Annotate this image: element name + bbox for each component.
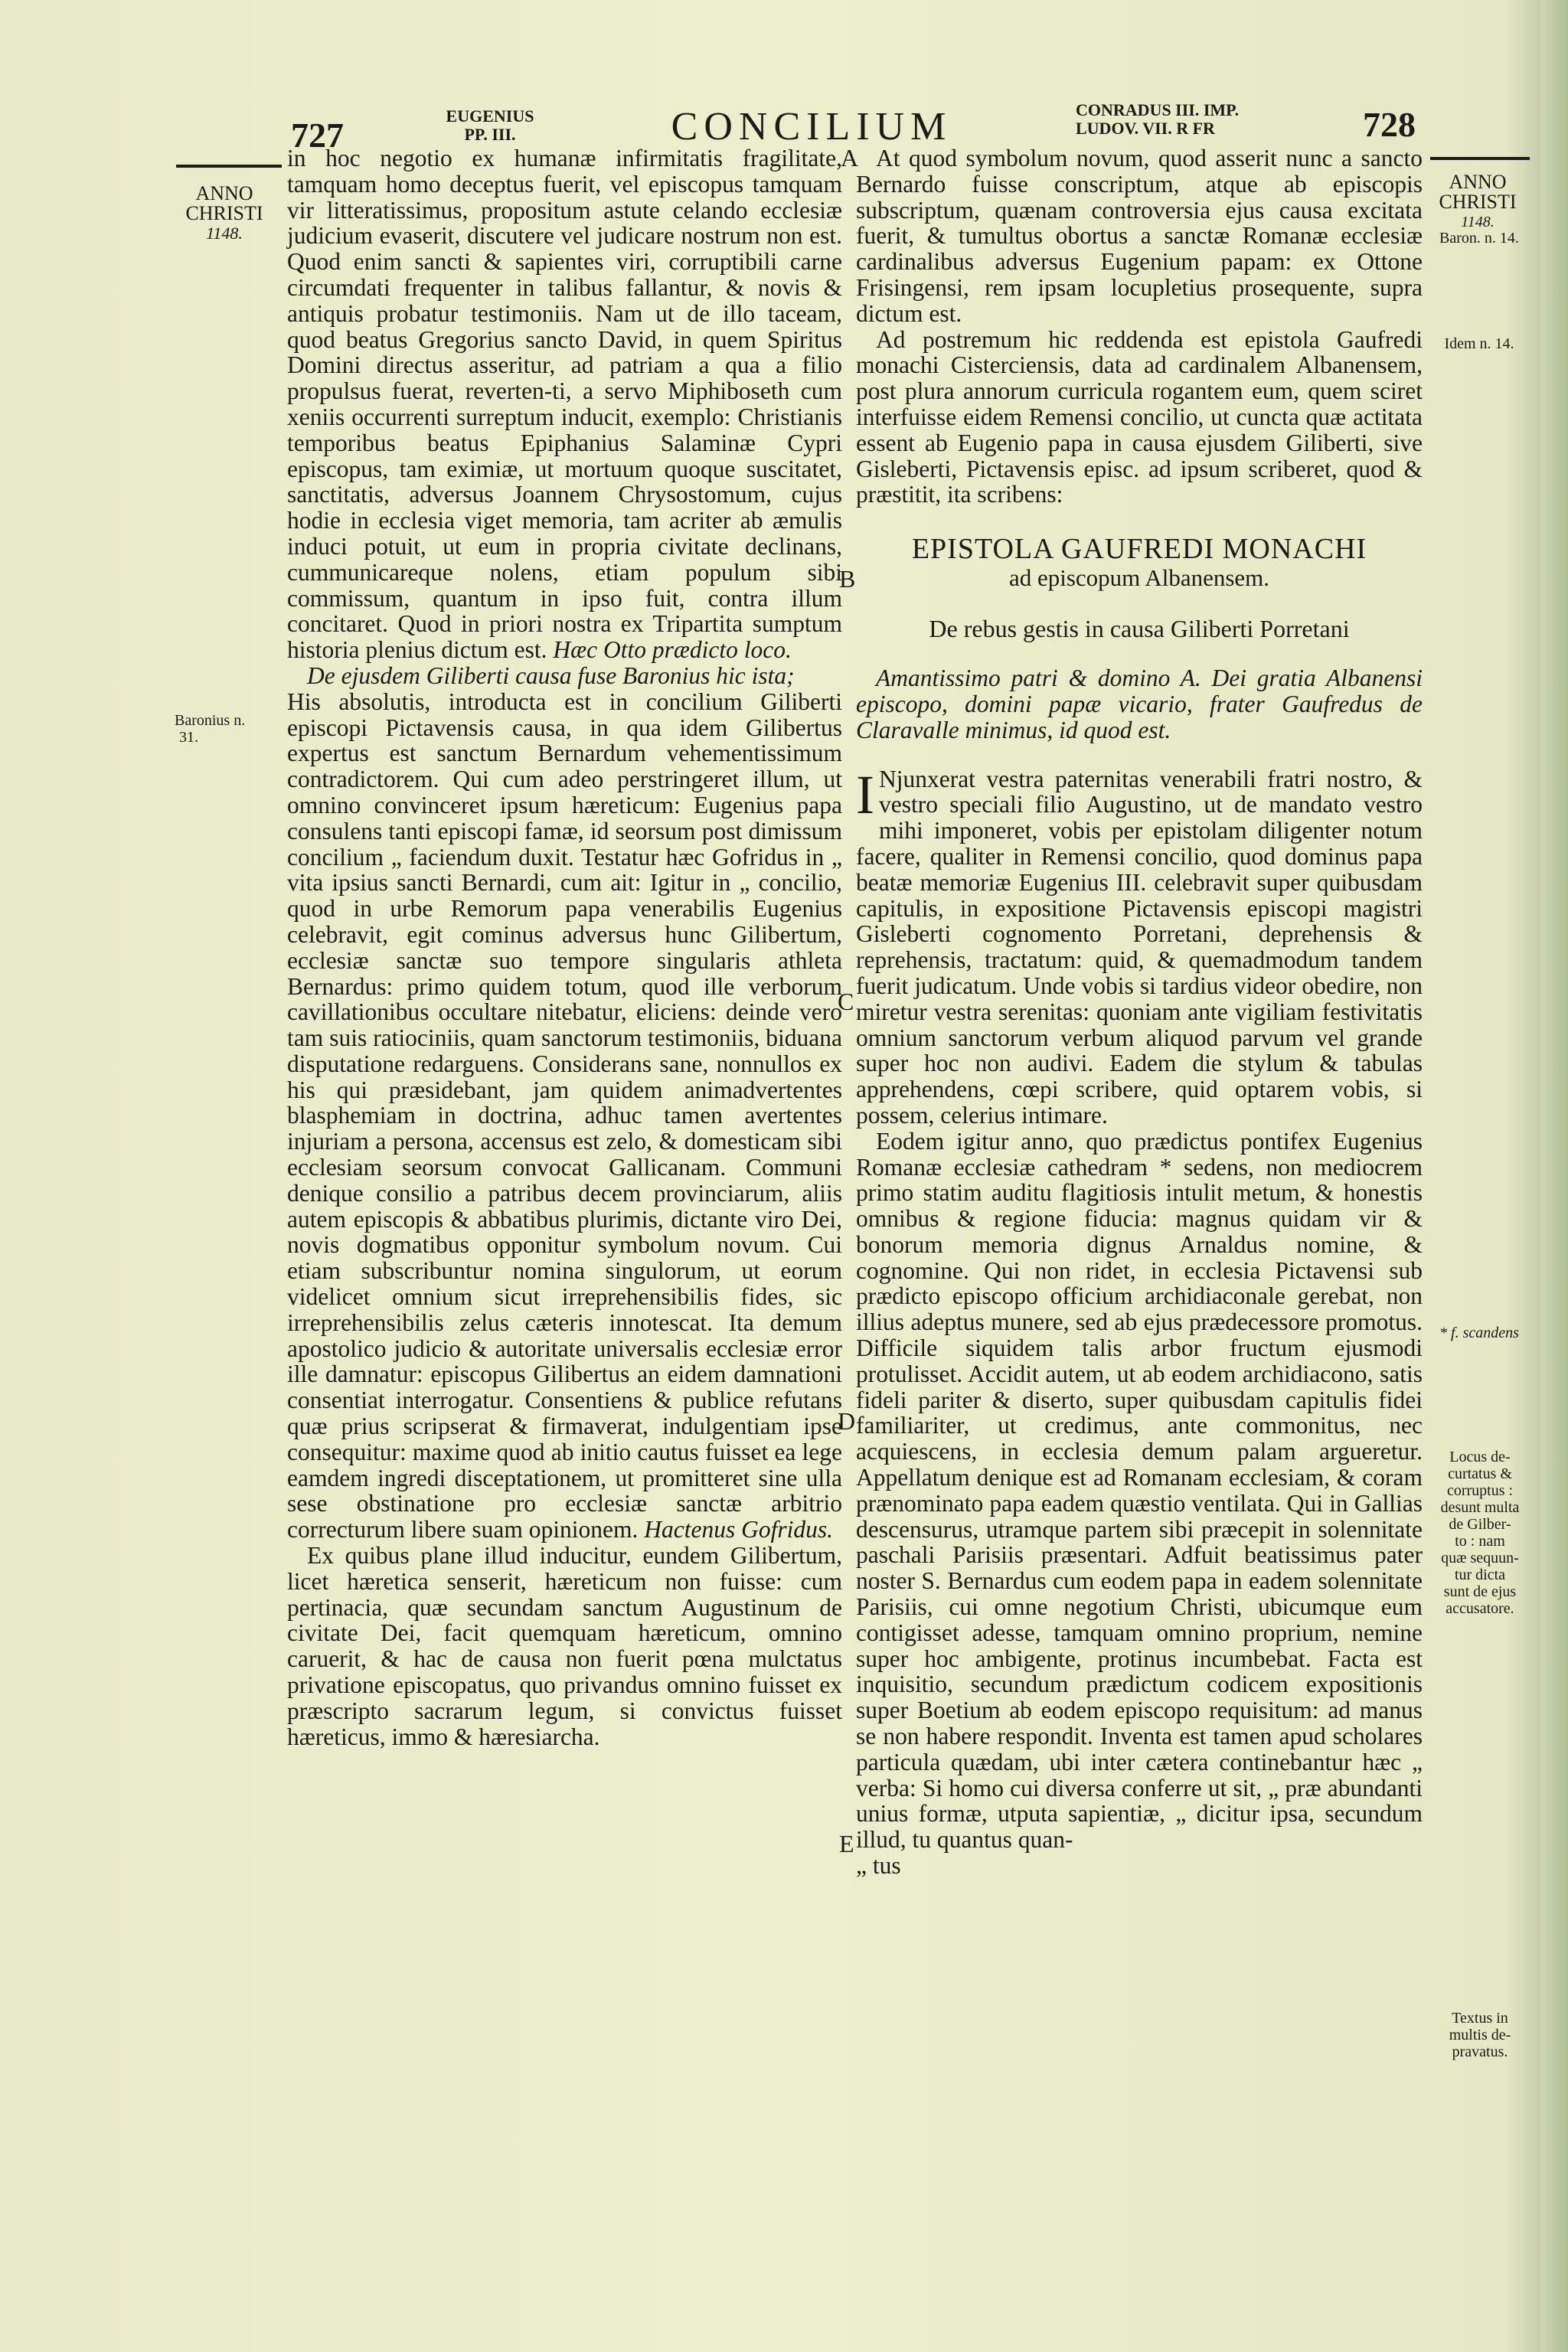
idem-ref-right: Idem n. 14. — [1444, 335, 1514, 352]
right-column — [856, 106, 1423, 1879]
paragraph: Ad postremum hic reddenda est epistola Gaufredi monachi Cisterciensis, data ad cardinalem Albanensem, post plura annorum curricula rogantem eum, quem sciret interfuisse eidem Remensi concilio, ut cuncta quæ actitata essent ab Eugenio papa in causa ejusdem Giliberti, sive Gisleberti, Pictavensis episc. ad ipsum scriberet, quod & præstitit, ita scribens: — [856, 325, 1423, 508]
king-line-2: LUDOV. VII. R FR — [1076, 119, 1215, 138]
anno-year: 1148. — [206, 224, 243, 243]
paragraph: At quod symbolum novum, quod asserit nunc a sancto Bernardo fuisse conscriptum, atque ab episcopis subscriptum, quænam controversia ejus causa excitata fuerit, & tumultus obortus a sanctæ Romanæ ecclesiæ cardinalibus adversus Eugenium papam: ex Ottone Frisingensi, rem ipsam locupletius prosequente, supra dictum est. — [856, 145, 1423, 327]
scandens-note: * f. scandens — [1439, 1325, 1519, 1341]
king-line-1: CONRADUS III. IMP. — [1076, 100, 1240, 119]
ref-line-2: 31. — [179, 729, 198, 746]
epistle-heading: EPISTOLA GAUFREDI MONACHI — [911, 533, 1367, 566]
page-number-left: 727 — [291, 116, 344, 155]
paragraph-text: in hoc negotio ex humanæ infirmitatis fragilitate, tamquam homo deceptus fuerit, vel episcopus tamquam vir litteratissimus, propositum astute celando ecclesiæ judicium evaserit, discutere vel judicare nostrum non est. Quod enim sancti & sapientes viri, corruptibili carne circumdati frequenter in talibus fallantur, & novis & antiquis probatur testimoniis. Nam ut de illo taceam, quod beatus Gregorius sancto David, in quem Spiritus Domini directus asseritur, ad patriam a qua a filio propulsus fuerat, reverten-ti, a servo Miphiboseth cum xeniis occurrenti surreptum inducit, exemplo: Christianis temporibus beatus Epiphanius Salaminæ Cypri episcopus, tam eximiæ, ut mortuum quoque suscitatet, sanctitatis, adversus Joannem Chrysostomum, cujus hodie in ecclesia viget memoria, tam acriter ab æmulis induci potuit, ut eum in propria civitate declinans, cummunicareque nolens, etiam populum sibi commissum, quantum in ipso fuit, contra illum concitaret. Quod in priori nostra ex Tripartita sumptum historia plenius dictum est. — [287, 145, 842, 664]
paragraph-text: His absolutis, introducta est in concilium Giliberti episcopi Pictavensis causa, in qua idem Gilibertus expertus est sanctum Bernardum vehementissimum contradictorem. Qui cum adeo perstringeret illum, ut omnino convinceret ipsum hæreticum: Eugenius papa consulens tanti episcopi famæ, id seorsum post dimissum concilium „ faciendum duxit. Testatur hæc Gofridus in „ vita ipsius sancti Bernardi, cum ait: Igitur in „ concilio, quod in urbe Remorum papa venerabilis Eugenius celebravit, egit cominus adversus hunc Gilibertum, ecclesiæ sanctæ suo tempore singularis athleta Bernardus: primo quidem totum, quod ille verborum cavillationibus occultare nitebatur, eliciens: deinde vero tam suis ratiociniis, quam sanctorum testimoniis, biduana disputatione redarguens. Considerans sane, nonnullos ex his qui præsidebant, jam quidem animadvertentes blasphemiam in doctrina, adhuc tamen avertentes injuriam a persona, accensus est zelo, & domesticam sibi ecclesiam seorsum convocat Gallicanam. Communi denique consilio a patribus decem provinciarum, aliis autem episcopis & abbatibus plurimis, dictante viro Dei, novis dogmatibus opponitur symbolum novum. Cui etiam subscribuntur nomina singulorum, ut eorum videlicet omnium sicut irreprehensibilis fides, sic irreprehensibilis zelus cæteris innotescat. Ita demum apostolico judicio & autoritate universalis ecclesiæ error ille damnatur: episcopus Gilibertus an eidem damnationi consentiat interrogatur. Consentiens & publice refutans quæ prius scripserat & firmaverat, indulgentiam ipse consequitur: maxime quod ab initio cautus fuisset ea lege eamdem ingredi disceptationem, ut promitteret sine ulla sese obstinatione pro ecclesiæ sanctæ arbitrio correcturum libere suam opinionem. — [287, 688, 842, 1544]
paragraph-text: Njunxerat vestra paternitas venerabili fratri nostro, & vestro speciali filio Augustino, ut de mandato vestro mihi imponeret, vobis per epistolam diligenter notum facere, qualiter in Remensi concilio, quod dominus papa beatæ memoriæ Eugenius III. celebravit super quibusdam capitulis, in expositione Pictavensis episcopi magistri Gisleberti cognomento Porretani, deprehensis & reprehensis, tractatum: quid, & quemadmodum tandem fuerit judicatum. Unde vobis si tardius videor obedire, non miretur vestra serenitas: quoniam ante vigiliam festivitatis omnium sanctorum verbum aliquod parvum vel grande super hoc non audivi. Eadem die stylum & tabulas apprehendens, cœpi scribere, quid optarem vobis, si possem, celerius intimare. — [856, 765, 1423, 1129]
paragraph — [287, 145, 842, 663]
anno-label: ANNO — [1449, 171, 1507, 193]
page-number-right: 728 — [1363, 105, 1416, 144]
locus-line: curtatus & — [1448, 1465, 1512, 1482]
textus-note — [1430, 2010, 1530, 2060]
baronius-ref-right: Baron. n. 14. — [1439, 230, 1519, 247]
textus-line: pravatus. — [1452, 2043, 1508, 2060]
section-letter-e: E — [839, 1830, 854, 1857]
locus-line: corruptus : — [1446, 1482, 1514, 1499]
left-column — [287, 145, 842, 1749]
epistle-topic: De rebus gestis in causa Giliberti Porretani — [929, 615, 1350, 643]
christi-label: CHRISTI — [1439, 191, 1517, 213]
epistle-subheading: ad episcopum Albanensem. — [1008, 564, 1270, 592]
christi-label: CHRISTI — [185, 202, 263, 224]
baronius-ref-left — [175, 712, 266, 746]
baronius-intro: De ejusdem Giliberti causa fuse Baronius hic ista; — [307, 662, 795, 689]
textus-line: Textus in — [1452, 2010, 1508, 2027]
header-rule-left — [176, 165, 282, 168]
running-title: CONCILIUM — [671, 105, 952, 149]
locus-line: accusatore. — [1446, 1600, 1514, 1617]
textus-line: multis de- — [1449, 2027, 1511, 2043]
ref-line-1: Baronius n. — [175, 712, 246, 729]
anno-christi-left — [175, 184, 274, 243]
epistle-address: Amantissimo patri & domino A. Dei gratia Albanensi episcopo, domini papæ vicario, frater Gaufredus de Claravalle minimus, id quod est. — [856, 665, 1423, 743]
locus-line: sunt de ejus — [1443, 1583, 1517, 1600]
catchword: „ tus — [856, 1852, 901, 1880]
section-letter-c: C — [838, 988, 854, 1015]
paragraph: Eodem igitur anno, quo prædictus pontifex Eugenius Romanæ ecclesiæ cathedram * sedens, non mediocrem primo statim auditu flagitiosis intulit metum, & honestis omnibus & regione fiducia: magnus quidam vir & bonorum memoria dignus Arnaldus nomine, & cognomine. Qui non ridet, in ecclesia Pictavensi sub prædicto episcopo officium archidiaconale gerebat, non illius adeptus munere, sed ab ejus prædecessore promotus. Difficile siquidem talis arbor fructum ejusmodi protulisset. Accidit autem, ut ab eodem archidiacono, satis fideli pariter & diserto, super quibusdam capitulis fidei familiariter, ut credimus, ante commonitus, nec acquiescens, in ecclesia demum palam argueretur. Appellatum denique est ad Romanam ecclesiam, & coram prænominato papa eadem quæstio ventilata. Qui in Gallias descensurus, utramque partem sibi præcepit in solennitate paschali Parisiis præsentari. Adfuit beatissimus pater noster S. Bernardus cum eodem papa in eadem solennitate Parisiis, cui omne negotium Christi, ubicumque eum contigisset adesse, tamquam omnino proprium, nemine super hoc ambigente, protinus incumbebat. Facta est inquisitio, secundum prædictum codicem expositionis super Boetium ab eodem episcopo requisitum: ad manus se non habere respondit. Inventa est tamen apud scholares particula quædam, ubi inter cætera continebantur hæc „ verba: Si homo cui diversa conferre ut sit, „ præ abundanti unius formæ, utputa sapientiæ, „ dicitur ipsa, secundum illud, tu quantus quan- — [856, 1127, 1423, 1854]
anno-year: 1148. — [1461, 214, 1494, 230]
locus-line: to : nam — [1455, 1533, 1505, 1550]
paragraph — [287, 689, 842, 1543]
pope-label — [440, 107, 540, 144]
locus-line: Locus de- — [1449, 1449, 1511, 1465]
section-letter-d: D — [838, 1407, 856, 1435]
page-edge — [1540, 0, 1568, 2352]
locus-line: quæ sequun- — [1441, 1550, 1519, 1566]
drop-cap: I — [856, 763, 874, 825]
header-rule-right — [1430, 157, 1530, 160]
paragraph: Ex quibus plane illud inducitur, eundem Gilibertum, licet hæretica senserit, hæreticum non fuisse: cum pertinacia, quæ secundam sanctum Augustinum de civitate Dei, facit quemquam hæreticum, omnino caruerit, & hac de causa non fuerit pœna mulctatus privatione episcopatus, quo privandus omnino fuisset ex præscripto sacrarum legum, si convictus fuisset hæreticus, immo & hæresiarcha. — [287, 1542, 842, 1750]
anno-christi-right — [1432, 172, 1524, 232]
locus-line: tur dicta — [1454, 1566, 1506, 1583]
section-letter-a: A — [841, 144, 859, 172]
locus-note — [1430, 1449, 1530, 1617]
source-reference: Hæc Otto prædicto loco. — [553, 636, 792, 664]
locus-line: de Gilber- — [1449, 1516, 1511, 1533]
anno-label: ANNO — [195, 182, 253, 204]
locus-line: desunt multa — [1440, 1499, 1520, 1516]
section-letter-b: B — [839, 565, 856, 593]
pope-line-2: PP. III. — [464, 125, 516, 144]
paragraph — [856, 763, 1423, 1129]
source-reference: Hactenus Gofridus. — [644, 1516, 833, 1544]
pope-line-1: EUGENIUS — [446, 106, 534, 126]
